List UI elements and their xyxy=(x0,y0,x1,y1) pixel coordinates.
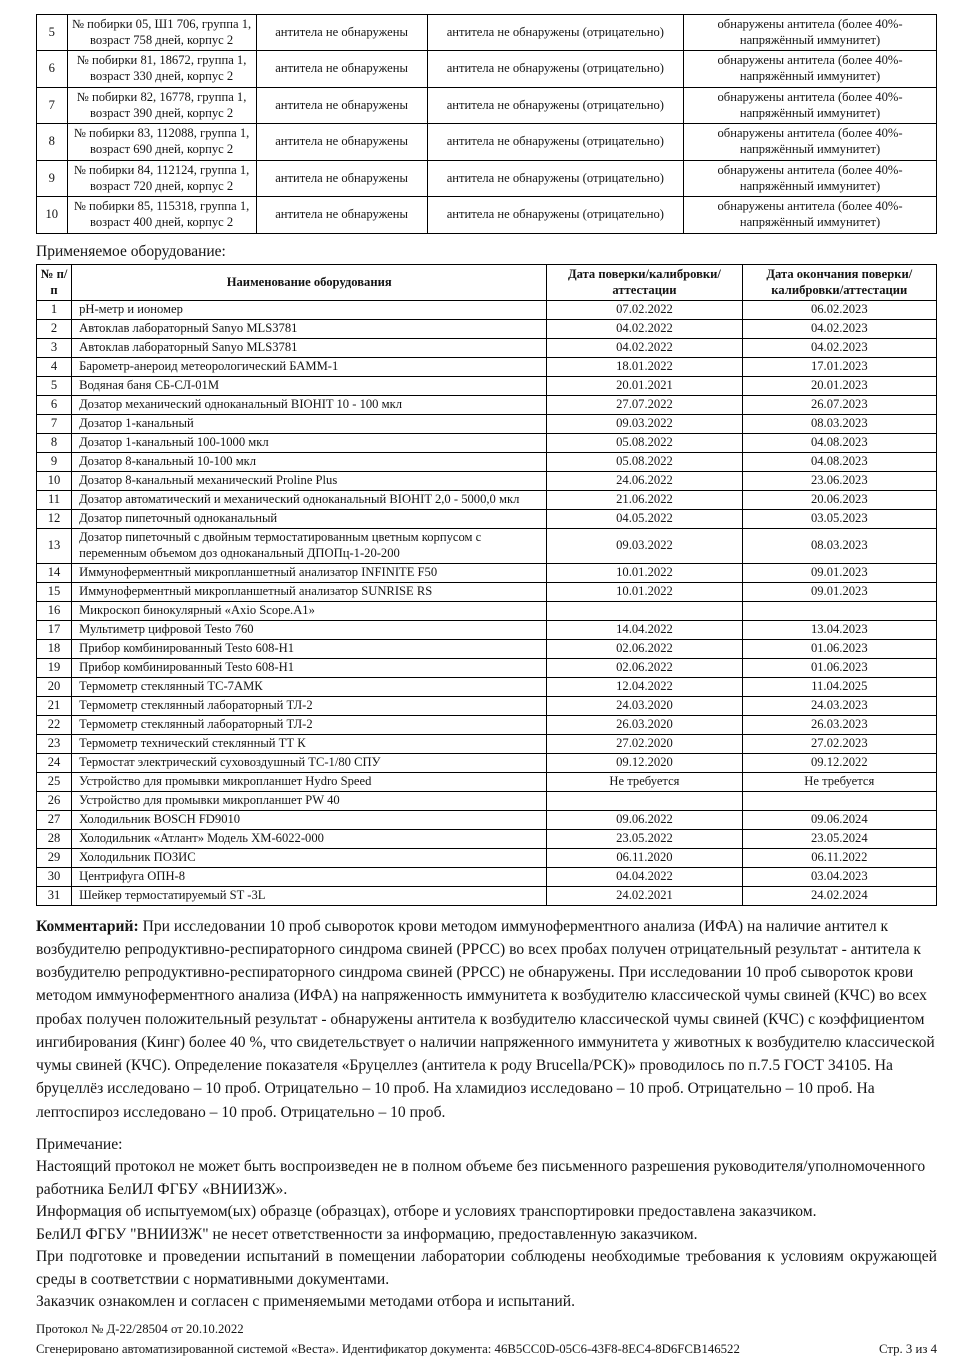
table-row xyxy=(37,339,937,358)
date-to-cell: 04.08.2023 xyxy=(742,434,936,453)
comment-label: Комментарий: xyxy=(36,917,139,935)
table-row xyxy=(37,582,937,601)
date-to-cell xyxy=(742,791,936,810)
row-number-cell: 2 xyxy=(37,320,72,339)
equipment-name-cell: Термометр технический стеклянный ТТ К xyxy=(72,734,547,753)
table-row xyxy=(37,867,937,886)
date-from-cell: 02.06.2022 xyxy=(547,639,742,658)
equipment-name-cell: Мультиметр цифровой Testo 760 xyxy=(72,620,547,639)
row-number-cell: 14 xyxy=(37,563,72,582)
row-number-cell: 5 xyxy=(37,15,68,51)
date-from-cell: 24.02.2021 xyxy=(547,886,742,905)
date-to-cell: Не требуется xyxy=(742,772,936,791)
date-from-cell: 09.03.2022 xyxy=(547,415,742,434)
row-number-cell: 9 xyxy=(37,160,68,196)
table-row xyxy=(37,886,937,905)
date-from-cell: 27.02.2020 xyxy=(547,734,742,753)
equipment-name-cell: Автоклав лабораторный Sanyo MLS3781 xyxy=(72,320,547,339)
equipment-table-body xyxy=(37,301,937,905)
note-paragraph: Настоящий протокол не может быть воспроизведен не в полном объеме без письменного разрешения руководителя/уполномоченного работника БелИЛ ФГБУ «ВНИИЗЖ». xyxy=(36,1158,926,1198)
date-to-cell xyxy=(742,601,936,620)
date-from-cell: 26.03.2020 xyxy=(547,715,742,734)
date-from-cell: 24.06.2022 xyxy=(547,472,742,491)
table-row xyxy=(37,396,937,415)
equipment-name-cell: Шейкер термостатируемый ST -3L xyxy=(72,886,547,905)
result-cell-rrss: антитела не обнаружены xyxy=(256,197,427,233)
sample-description-cell: № побирки 83, 112088, группа 1, возраст 690 дней, корпус 2 xyxy=(67,124,256,160)
table-row xyxy=(37,434,937,453)
row-number-cell: 28 xyxy=(37,829,72,848)
row-number-cell: 21 xyxy=(37,696,72,715)
header-row xyxy=(37,264,937,300)
table-row xyxy=(37,160,937,196)
date-to-cell: 24.03.2023 xyxy=(742,696,936,715)
row-number-cell: 25 xyxy=(37,772,72,791)
date-to-cell: 13.04.2023 xyxy=(742,620,936,639)
date-from-cell: 04.05.2022 xyxy=(547,510,742,529)
table-row xyxy=(37,620,937,639)
table-row xyxy=(37,51,937,87)
equipment-name-cell: Иммуноферментный микропланшетный анализатор INFINITE F50 xyxy=(72,563,547,582)
table-row xyxy=(37,320,937,339)
table-row xyxy=(37,639,937,658)
date-from-cell: 10.01.2022 xyxy=(547,563,742,582)
result-cell-negative: антитела не обнаружены (отрицательно) xyxy=(427,87,684,123)
note-paragraph: Информация об испытуемом(ых) образце (образцах), отборе и условиях транспортировки предоставлена заказчиком. xyxy=(36,1203,817,1221)
result-cell-immunity: обнаружены антитела (более 40%-напряжённый иммунитет) xyxy=(684,87,937,123)
protocol-number-line: Протокол № Д-22/28504 от 20.10.2022 xyxy=(36,1322,244,1336)
table-row xyxy=(37,715,937,734)
date-from-cell xyxy=(547,791,742,810)
row-number-cell: 30 xyxy=(37,867,72,886)
equipment-name-cell: Микроскоп бинокулярный «Axio Scope.A1» xyxy=(72,601,547,620)
date-to-cell: 27.02.2023 xyxy=(742,734,936,753)
comment-paragraph xyxy=(36,915,937,1124)
date-to-cell: 26.07.2023 xyxy=(742,396,936,415)
date-from-cell: 06.11.2020 xyxy=(547,848,742,867)
equipment-name-cell: Дозатор 1-канальный xyxy=(72,415,547,434)
date-to-cell: 09.01.2023 xyxy=(742,563,936,582)
date-to-cell: 01.06.2023 xyxy=(742,658,936,677)
result-cell-negative: антитела не обнаружены (отрицательно) xyxy=(427,51,684,87)
equipment-name-cell: Автоклав лабораторный Sanyo MLS3781 xyxy=(72,339,547,358)
date-from-cell: 23.05.2022 xyxy=(547,829,742,848)
equipment-section-title: Применяемое оборудование: xyxy=(36,242,226,260)
table-row xyxy=(37,563,937,582)
date-from-cell: 02.06.2022 xyxy=(547,658,742,677)
row-number-cell: 10 xyxy=(37,472,72,491)
date-to-cell: 09.06.2024 xyxy=(742,810,936,829)
table-row xyxy=(37,87,937,123)
row-number-cell: 19 xyxy=(37,658,72,677)
result-cell-immunity: обнаружены антитела (более 40%-напряжённый иммунитет) xyxy=(684,124,937,160)
sample-description-cell: № побирки 85, 115318, группа 1, возраст 400 дней, корпус 2 xyxy=(67,197,256,233)
date-to-cell: 08.03.2023 xyxy=(742,415,936,434)
row-number-cell: 8 xyxy=(37,434,72,453)
date-to-cell: 04.02.2023 xyxy=(742,320,936,339)
date-to-cell: 03.05.2023 xyxy=(742,510,936,529)
row-number-cell: 6 xyxy=(37,396,72,415)
result-cell-negative: антитела не обнаружены (отрицательно) xyxy=(427,197,684,233)
equipment-name-cell: pH-метр и иономер xyxy=(72,301,547,320)
date-to-cell: 06.02.2023 xyxy=(742,301,936,320)
row-number-cell: 7 xyxy=(37,87,68,123)
date-from-cell: 20.01.2021 xyxy=(547,377,742,396)
date-from-cell: 09.06.2022 xyxy=(547,810,742,829)
sample-description-cell: № побирки 05, Ш1 706, группа 1, возраст 758 дней, корпус 2 xyxy=(67,15,256,51)
page-indicator: Стр. 3 из 4 xyxy=(878,1341,937,1356)
date-to-cell: 03.04.2023 xyxy=(742,867,936,886)
equipment-name-cell: Холодильник «Атлант» Модель ХМ-6022-000 xyxy=(72,829,547,848)
row-number-cell: 12 xyxy=(37,510,72,529)
date-from-cell: 07.02.2022 xyxy=(547,301,742,320)
table-row xyxy=(37,197,937,233)
row-number-cell: 31 xyxy=(37,886,72,905)
date-from-cell: 04.04.2022 xyxy=(547,867,742,886)
table-row xyxy=(37,510,937,529)
table-row xyxy=(37,677,937,696)
date-from-cell: 05.08.2022 xyxy=(547,453,742,472)
note-paragraph: Заказчик ознакомлен и согласен с применяемыми методами отбора и испытаний. xyxy=(36,1293,576,1311)
date-to-cell: 01.06.2023 xyxy=(742,639,936,658)
table-row xyxy=(37,734,937,753)
test-results-table xyxy=(36,14,937,234)
result-cell-immunity: обнаружены антитела (более 40%-напряжённый иммунитет) xyxy=(684,15,937,51)
date-to-cell: 26.03.2023 xyxy=(742,715,936,734)
row-number-cell: 10 xyxy=(37,197,68,233)
date-from-cell: 10.01.2022 xyxy=(547,582,742,601)
date-to-cell: 20.01.2023 xyxy=(742,377,936,396)
equipment-table xyxy=(36,264,937,906)
date-to-cell: 23.06.2023 xyxy=(742,472,936,491)
header-name: Наименование оборудования xyxy=(72,264,547,300)
date-from-cell: 05.08.2022 xyxy=(547,434,742,453)
row-number-cell: 24 xyxy=(37,753,72,772)
result-cell-negative: антитела не обнаружены (отрицательно) xyxy=(427,124,684,160)
table-row xyxy=(37,658,937,677)
equipment-name-cell: Термометр стеклянный лабораторный ТЛ-2 xyxy=(72,696,547,715)
equipment-name-cell: Холодильник ПОЗИС xyxy=(72,848,547,867)
date-to-cell: 11.04.2025 xyxy=(742,677,936,696)
equipment-name-cell: Дозатор механический одноканальный BIOHIT 10 - 100 мкл xyxy=(72,396,547,415)
date-from-cell: 04.02.2022 xyxy=(547,320,742,339)
date-from-cell: 24.03.2020 xyxy=(547,696,742,715)
date-to-cell: 08.03.2023 xyxy=(742,529,936,563)
equipment-name-cell: Барометр-анероид метеорологический БАММ-1 xyxy=(72,358,547,377)
date-from-cell xyxy=(547,601,742,620)
result-cell-rrss: антитела не обнаружены xyxy=(256,15,427,51)
table-row xyxy=(37,472,937,491)
date-from-cell: 14.04.2022 xyxy=(547,620,742,639)
table-row xyxy=(37,491,937,510)
table-row xyxy=(37,829,937,848)
row-number-cell: 1 xyxy=(37,301,72,320)
equipment-name-cell: Водяная баня СБ-СЛ-01М xyxy=(72,377,547,396)
date-to-cell: 24.02.2024 xyxy=(742,886,936,905)
date-from-cell: 09.12.2020 xyxy=(547,753,742,772)
note-paragraph: БелИЛ ФГБУ "ВНИИЗЖ" не несет ответственности за информацию, предоставленную заказчиком. xyxy=(36,1225,698,1243)
row-number-cell: 18 xyxy=(37,639,72,658)
table-row xyxy=(37,753,937,772)
date-to-cell: 09.01.2023 xyxy=(742,582,936,601)
header-num: № п/п xyxy=(37,264,72,300)
table-row xyxy=(37,301,937,320)
equipment-name-cell: Прибор комбинированный Testo 608-H1 xyxy=(72,639,547,658)
equipment-name-cell: Иммуноферментный микропланшетный анализатор SUNRISE RS xyxy=(72,582,547,601)
equipment-name-cell: Устройство для промывки микропланшет PW 40 xyxy=(72,791,547,810)
notes-section xyxy=(36,1134,937,1314)
sample-description-cell: № побирки 82, 16778, группа 1, возраст 390 дней, корпус 2 xyxy=(67,87,256,123)
date-to-cell: 17.01.2023 xyxy=(742,358,936,377)
row-number-cell: 29 xyxy=(37,848,72,867)
date-to-cell: 23.05.2024 xyxy=(742,829,936,848)
row-number-cell: 15 xyxy=(37,582,72,601)
date-to-cell: 20.06.2023 xyxy=(742,491,936,510)
equipment-name-cell: Прибор комбинированный Testo 608-H1 xyxy=(72,658,547,677)
row-number-cell: 7 xyxy=(37,415,72,434)
equipment-name-cell: Холодильник BOSCH FD9010 xyxy=(72,810,547,829)
header-date-to: Дата окончания поверки/калибровки/аттестации xyxy=(742,264,936,300)
result-cell-negative: антитела не обнаружены (отрицательно) xyxy=(427,15,684,51)
row-number-cell: 17 xyxy=(37,620,72,639)
table-row xyxy=(37,696,937,715)
row-number-cell: 23 xyxy=(37,734,72,753)
table-row xyxy=(37,358,937,377)
table-row xyxy=(37,453,937,472)
equipment-name-cell: Дозатор автоматический и механический одноканальный BIOHIT 2,0 - 5000,0 мкл xyxy=(72,491,547,510)
result-cell-negative: антитела не обнаружены (отрицательно) xyxy=(427,160,684,196)
test-results-body xyxy=(37,15,937,234)
equipment-name-cell: Дозатор пипеточный одноканальный xyxy=(72,510,547,529)
date-to-cell: 04.02.2023 xyxy=(742,339,936,358)
row-number-cell: 8 xyxy=(37,124,68,160)
row-number-cell: 13 xyxy=(37,529,72,563)
date-from-cell: 21.06.2022 xyxy=(547,491,742,510)
equipment-name-cell: Центрифуга ОПН-8 xyxy=(72,867,547,886)
equipment-name-cell: Устройство для промывки микропланшет Hydro Speed xyxy=(72,772,547,791)
generated-by-line: Сгенерировано автоматизированной системой «Веста». Идентификатор документа: 46B5CC0D-05C6-43F8-8EC4-8D6FCB146522 xyxy=(36,1341,740,1356)
notes-title: Примечание: xyxy=(36,1135,123,1153)
date-from-cell: 27.07.2022 xyxy=(547,396,742,415)
page-footer xyxy=(36,1320,937,1360)
table-row xyxy=(37,810,937,829)
row-number-cell: 6 xyxy=(37,51,68,87)
equipment-name-cell: Термометр стеклянный ТС-7АМК xyxy=(72,677,547,696)
page-content xyxy=(36,0,937,1356)
table-row xyxy=(37,124,937,160)
result-cell-rrss: антитела не обнаружены xyxy=(256,124,427,160)
equipment-name-cell: Дозатор 8-канальный 10-100 мкл xyxy=(72,453,547,472)
date-from-cell: Не требуется xyxy=(547,772,742,791)
result-cell-rrss: антитела не обнаружены xyxy=(256,160,427,196)
result-cell-immunity: обнаружены антитела (более 40%-напряжённый иммунитет) xyxy=(684,197,937,233)
row-number-cell: 26 xyxy=(37,791,72,810)
comment-text: При исследовании 10 проб сывороток крови методом иммуноферментного анализа (ИФА) на наличие антител к возбудителю репродуктивно-респираторного синдрома свиней (РРСС) во всех пробах получен отрицательный результат - антитела к возбудителю репродуктивно-респираторного синдрома свиней (РРСС) не обнаружены. При исследовании 10 проб сывороток крови методом иммуноферментного анализа (ИФА) на напряженность иммунитета к возбудителю классической чумы свиней (КЧС) во всех пробах получен положительный результат - обнаружены антитела к возбудителю классической чумы свиней (КЧС) с коэффициентом ингибирования (Кинг) более 40 %, что свидетельствует о наличии напряженного иммунитета у животных к возбудителю классической чумы свиней (КЧС). Определение показателя «Бруцеллез (антитела к роду Brucella/РСК)» проводилось по п.7.5 ГОСТ 34105. На бруцеллёз исследовано – 10 проб. Отрицательно – 10 проб. На хламидиоз исследовано – 10 проб. Отрицательно – 10 проб. На лептоспироз исследовано – 10 проб. Отрицательно – 10 проб. xyxy=(36,917,935,1121)
equipment-name-cell: Дозатор 8-канальный механический Proline Plus xyxy=(72,472,547,491)
row-number-cell: 5 xyxy=(37,377,72,396)
table-row xyxy=(37,415,937,434)
date-to-cell: 06.11.2022 xyxy=(742,848,936,867)
row-number-cell: 20 xyxy=(37,677,72,696)
table-row xyxy=(37,772,937,791)
equipment-name-cell: Термостат электрический суховоздушный ТС-1/80 СПУ xyxy=(72,753,547,772)
result-cell-immunity: обнаружены антитела (более 40%-напряжённый иммунитет) xyxy=(684,160,937,196)
date-to-cell: 04.08.2023 xyxy=(742,453,936,472)
row-number-cell: 11 xyxy=(37,491,72,510)
row-number-cell: 22 xyxy=(37,715,72,734)
date-from-cell: 12.04.2022 xyxy=(547,677,742,696)
table-row xyxy=(37,791,937,810)
equipment-name-cell: Дозатор 1-канальный 100-1000 мкл xyxy=(72,434,547,453)
note-paragraph: При подготовке и проведении испытаний в помещении лаборатории соблюдены необходимые требования к условиям окружающей среды в соответствии с нормативными документами. xyxy=(36,1248,937,1288)
equipment-table-header xyxy=(37,264,937,300)
result-cell-immunity: обнаружены антитела (более 40%-напряжённый иммунитет) xyxy=(684,51,937,87)
equipment-name-cell: Дозатор пипеточный с двойным термостатированным цветным корпусом с переменным объемом доз одноканальный ДПОПц-1-20-200 xyxy=(72,529,547,563)
header-date-from: Дата поверки/калибровки/аттестации xyxy=(547,264,742,300)
result-cell-rrss: антитела не обнаружены xyxy=(256,87,427,123)
row-number-cell: 4 xyxy=(37,358,72,377)
row-number-cell: 16 xyxy=(37,601,72,620)
result-cell-rrss: антитела не обнаружены xyxy=(256,51,427,87)
row-number-cell: 3 xyxy=(37,339,72,358)
table-row xyxy=(37,848,937,867)
row-number-cell: 9 xyxy=(37,453,72,472)
sample-description-cell: № побирки 81, 18672, группа 1, возраст 330 дней, корпус 2 xyxy=(67,51,256,87)
equipment-name-cell: Термометр стеклянный лабораторный ТЛ-2 xyxy=(72,715,547,734)
date-from-cell: 09.03.2022 xyxy=(547,529,742,563)
date-from-cell: 04.02.2022 xyxy=(547,339,742,358)
date-to-cell: 09.12.2022 xyxy=(742,753,936,772)
table-row xyxy=(37,377,937,396)
table-row xyxy=(37,529,937,563)
table-row xyxy=(37,601,937,620)
sample-description-cell: № побирки 84, 112124, группа 1, возраст 720 дней, корпус 2 xyxy=(67,160,256,196)
row-number-cell: 27 xyxy=(37,810,72,829)
date-from-cell: 18.01.2022 xyxy=(547,358,742,377)
table-row xyxy=(37,15,937,51)
